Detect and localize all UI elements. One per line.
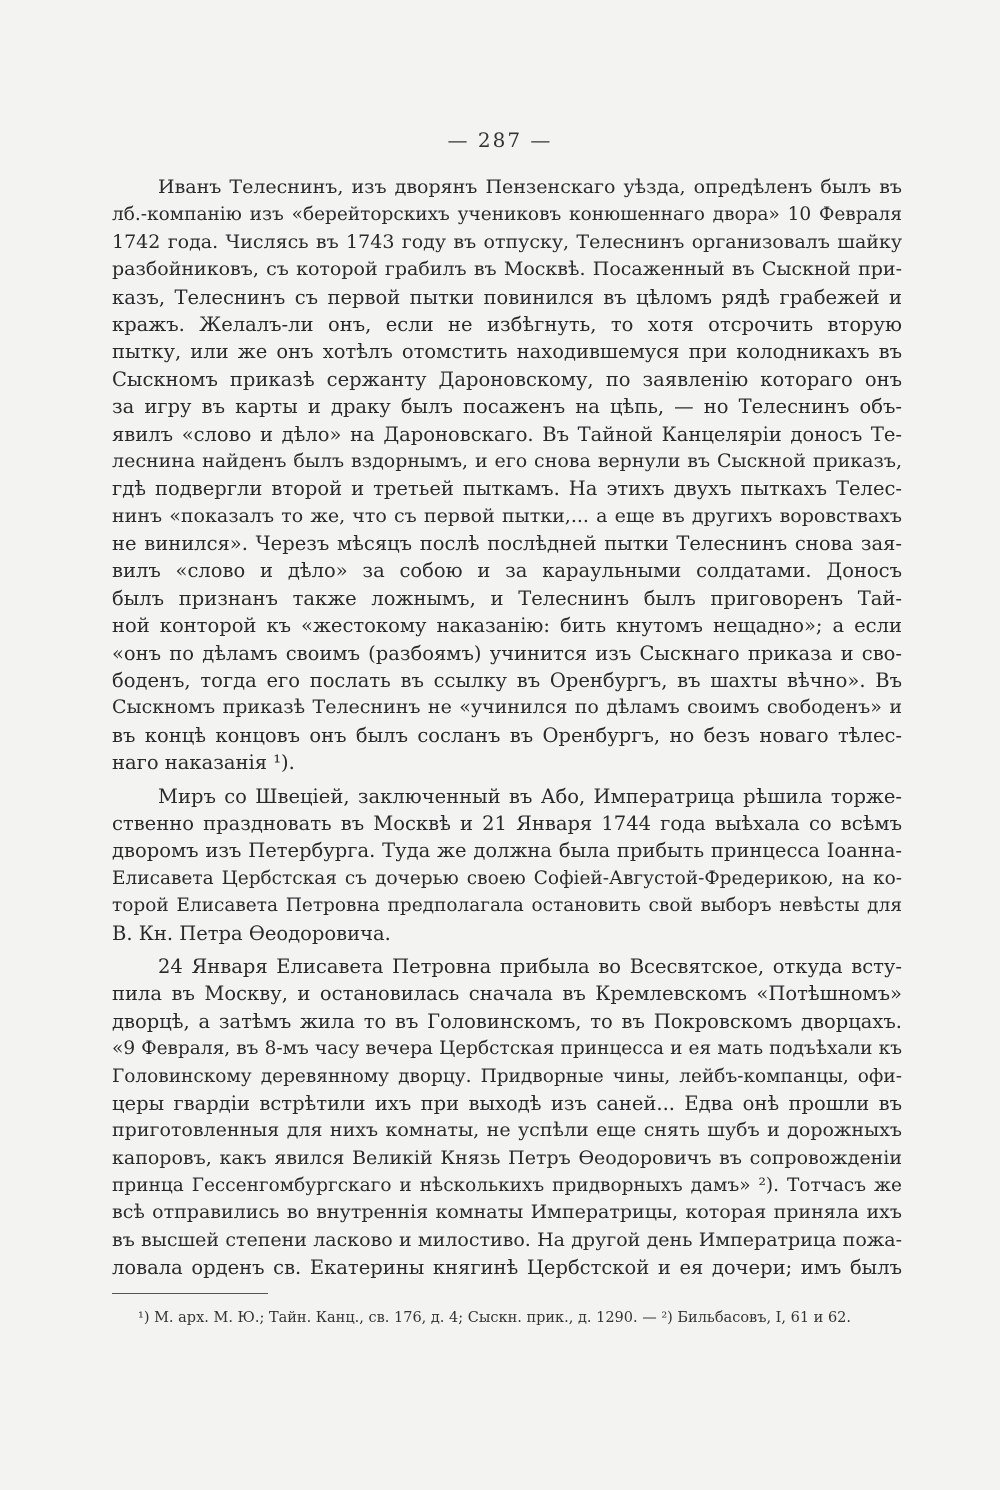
text-line: ловала орденъ св. Екатерины княгинѣ Цербстской и ея дочери; имъ былъ <box>112 1256 902 1280</box>
text-line: леснина найденъ былъ вздорнымъ, и его снова вернули въ Сыскной приказъ, <box>112 449 902 472</box>
text-line: «9 Февраля, въ 8-мъ часу вечера Цербстская принцесса и ея мать подъѣхали къ <box>112 1038 902 1060</box>
text-line: въ концѣ концовъ онъ былъ сосланъ въ Оренбургъ, но безъ новаго тѣлес- <box>112 723 902 747</box>
text-line: явилъ «слово и дѣло» на Дароновскаго. Въ Тайной Канцеляріи доносъ Те- <box>112 422 902 446</box>
text-line: Сыскномъ приказѣ Телеснинъ не «учинился по дѣламъ своимъ свободенъ» и <box>112 696 902 719</box>
paragraph-1 <box>112 174 902 777</box>
text-line: пила въ Москву, и остановилась сначала въ Кремлевскомъ «Потѣшномъ» <box>112 982 902 1006</box>
text-line: дворомъ изъ Петербурга. Туда же должна была прибыть принцесса Іоанна- <box>112 839 902 863</box>
text-line: казъ, Телеснинъ съ первой пытки повинился въ цѣломъ рядѣ грабежей и <box>112 285 902 309</box>
text-line: «онъ по дѣламъ своимъ (разбоямъ) учинится изъ Сыскнаго приказа и сво- <box>112 641 902 665</box>
paragraph-2 <box>112 783 902 947</box>
footnote-divider <box>112 1293 268 1294</box>
text-line: разбойниковъ, съ которой грабилъ въ Москвѣ. Посаженный въ Сыскной при- <box>112 258 902 281</box>
body-text <box>112 174 902 1282</box>
paragraph-3 <box>112 953 902 1282</box>
text-line: приготовленныя для нихъ комнаты, не успѣли еще снять шубъ и дорожныхъ <box>112 1119 902 1142</box>
text-line: въ высшей степени ласково и милостиво. На другой день Императрица пожа- <box>112 1228 902 1251</box>
text-line: наго наказанія ¹). <box>112 751 295 775</box>
text-line: ной конторой къ «жестокому наказанію: бить кнутомъ нещадно»; а если <box>112 614 902 638</box>
text-line: боденъ, тогда его послать въ ссылку въ Оренбургъ, въ шахты вѣчно». Въ <box>112 669 902 693</box>
text-line: былъ признанъ также ложнымъ, и Телеснинъ былъ приговоренъ Тай- <box>112 586 902 610</box>
text-line: Миръ со Швеціей, заключенный въ Або, Императрица рѣшила торже- <box>158 784 902 808</box>
text-line: капоровъ, какъ явился Великій Князь Петръ Ѳеодоровичъ въ сопровожденіи <box>112 1146 902 1169</box>
text-line: Елисавета Цербстская съ дочерью своею Софіей-Августой-Фредерикою, на ко- <box>112 867 902 889</box>
text-line: пытку, или же онъ хотѣлъ отомстить находившемуся при колодникахъ въ <box>112 340 902 364</box>
text-line: В. Кн. Петра Ѳеодоровича. <box>112 921 391 945</box>
text-line: лб.-компанію изъ «берейторскихъ учениковъ конюшеннаго двора» 10 Февраля <box>112 204 902 226</box>
text-line: 1742 года. Числясь въ 1743 году въ отпуску, Телеснинъ организовалъ шайку <box>112 230 902 253</box>
text-line: принца Гессенгомбургскаго и нѣсколькихъ придворныхъ дамъ» ²). Тотчасъ же <box>112 1175 902 1197</box>
text-line: за игру въ карты и драку былъ посаженъ на цѣпь, — но Телеснинъ объ- <box>112 395 902 419</box>
text-line: ственно праздновать въ Москвѣ и 21 Января 1744 года выѣхала со всѣмъ <box>112 811 902 835</box>
text-line: 24 Января Елисавета Петровна прибыла во Всесвятское, откуда всту- <box>158 954 902 978</box>
text-line: Головинскому деревянному дворцу. Придворные чины, лейбъ-компанцы, офи- <box>112 1065 902 1087</box>
text-line: Сыскномъ приказѣ сержанту Дароновскому, по заявленію котораго онъ <box>112 367 902 391</box>
text-line: всѣ отправились во внутреннія комнаты Императрицы, которая приняла ихъ <box>112 1201 902 1224</box>
text-line: дворцѣ, а затѣмъ жила то въ Головинскомъ, то въ Покровскомъ дворцахъ. <box>112 1009 902 1033</box>
text-line: церы гвардіи встрѣтили ихъ при выходѣ изъ саней... Едва онѣ прошли въ <box>112 1091 902 1115</box>
text-line: торой Елисавета Петровна предполагала остановить свой выборъ невѣсты для <box>112 895 902 917</box>
text-line: нинъ «показалъ то же, что съ первой пытки,... а еще въ другихъ воровствахъ <box>112 504 902 527</box>
text-line: кражъ. Желалъ-ли онъ, если не избѣгнуть, то хотя отсрочить вторую <box>112 312 902 336</box>
footnote: ¹) М. арх. М. Ю.; Тайн. Канц., св. 176, д. 4; Сыскн. прик., д. 1290. — ²) Бильбасовъ, I, 61 и 62. <box>138 1310 851 1326</box>
text-line: вилъ «слово и дѣло» за собою и за караульными солдатами. Доносъ <box>112 559 902 583</box>
text-line: гдѣ подвергли второй и третьей пыткамъ. На этихъ двухъ пыткахъ Телес- <box>112 477 902 501</box>
page-number: — 287 — <box>447 128 553 152</box>
text-line: Иванъ Телеснинъ, изъ дворянъ Пензенскаго уѣзда, опредѣленъ былъ въ <box>158 176 902 198</box>
text-line: не винился». Черезъ мѣсяцъ послѣ послѣдней пытки Телеснинъ снова зая- <box>112 532 902 556</box>
